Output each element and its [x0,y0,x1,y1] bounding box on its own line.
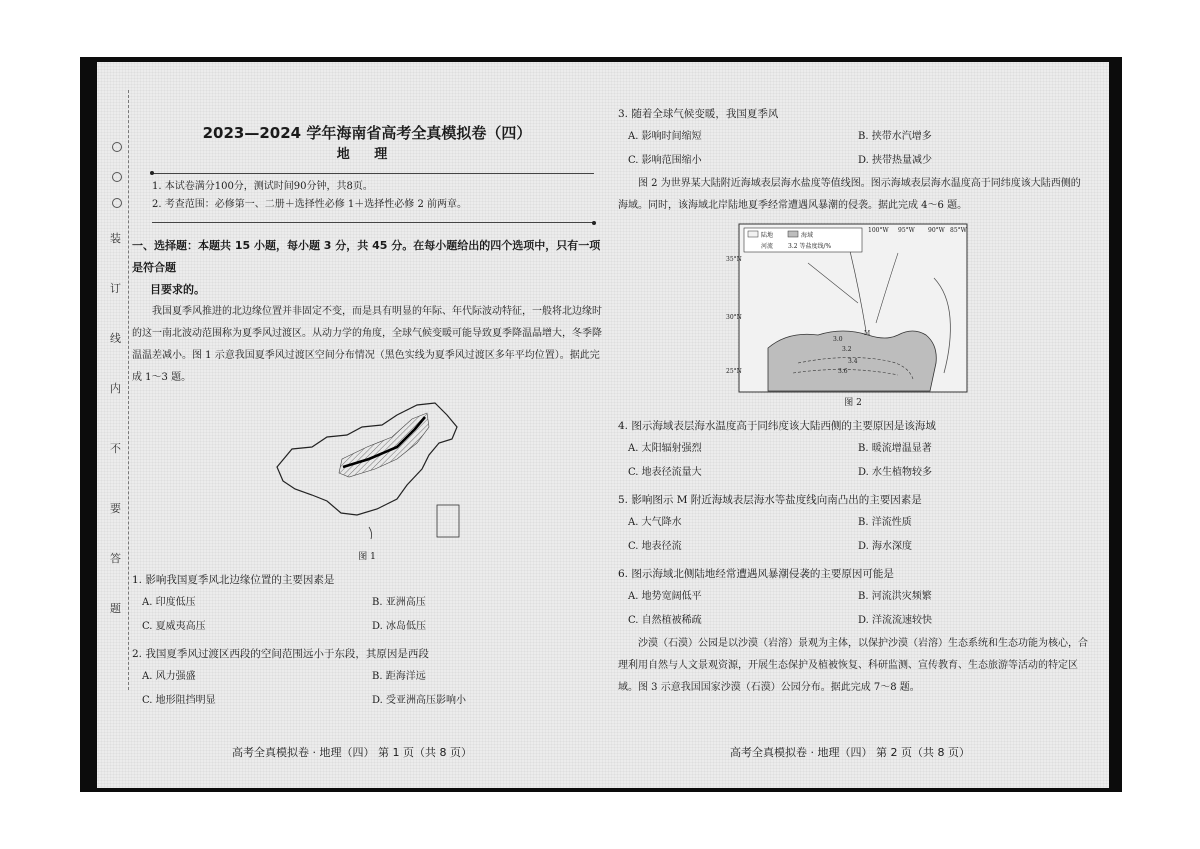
option: A. 影响时间缩短 [628,131,702,142]
question-2: 2. 我国夏季风过渡区西段的空间范围远小于东段，其原因是西段 [132,648,429,660]
question-4: 4. 图示海域表层海水温度高于同纬度该大陆西侧的主要原因是该海域 [618,420,936,432]
binding-hole [112,198,122,208]
lat-label: 25°N [726,368,742,375]
hainan-island [369,527,372,539]
exam-title: 2023—2024 学年海南省高考全真模拟卷（四） [202,124,532,142]
binding-char: 内 [110,382,121,395]
instructions-box [152,173,594,223]
question-6: 6. 图示海域北侧陆地经常遭遇风暴潮侵袭的主要原因可能是 [618,568,894,580]
legend-river: 河流 [761,243,774,250]
legend-land: 陆地 [761,232,774,239]
legend-sea: 海域 [801,232,814,239]
page-1 [132,125,602,713]
binding-char: 装 [110,232,121,245]
question-3: 3. 随着全球气候变暖，我国夏季风 [618,108,779,120]
binding-char: 订 [110,282,121,295]
option: A. 风力强盛 [142,671,196,682]
option: D. 洋流流速较快 [858,615,933,626]
exam-subject: 地 理 [336,147,398,162]
question-1-options [132,591,602,639]
option: D. 挟带热量减少 [858,155,933,166]
option: B. 亚洲高压 [372,597,426,608]
option: D. 受亚洲高压影响小 [372,695,467,706]
question-5-options [618,511,1088,559]
lon-label: 100°W [868,227,889,234]
lon-label: 85°W [950,227,967,234]
option: C. 影响范围缩小 [628,155,702,166]
lat-label: 30°N [726,314,742,321]
instruction-1: 1. 本试卷满分100分，测试时间90分钟，共8页。 [152,181,373,192]
binding-char: 不 [110,442,121,455]
lon-label: 95°W [898,227,915,234]
transition-zone [339,413,429,477]
option: A. 太阳辐射强烈 [628,443,702,454]
question-3-options [618,125,1088,173]
figure-2-gulf-map [726,223,968,393]
option: C. 夏威夷高压 [142,621,206,632]
rule-dot [592,221,596,225]
lat-label: 35°N [726,256,742,263]
option: D. 冰岛低压 [372,621,427,632]
figure-2-caption: 图 2 [844,398,862,408]
option: C. 自然植被稀疏 [628,615,702,626]
option: B. 洋流性质 [858,517,912,528]
option: A. 大气降水 [628,517,682,528]
section-heading [132,235,602,301]
question-2-options [132,665,602,713]
isohaline-label: 3.2 [842,346,852,353]
question-5: 5. 影响图示 M 附近海域表层海水等盐度线向南凸出的主要因素是 [618,494,922,506]
option: B. 河流洪灾频繁 [858,591,932,602]
m-label: M [864,330,871,337]
page-2-footer: 高考全真模拟卷 · 地理（四） 第 2 页（共 8 页） [730,746,970,759]
binding-char: 答 [110,552,121,565]
isohaline-label: 3.6 [838,368,848,375]
rule-dot [150,171,154,175]
intro-paragraph-3: 沙漠（石漠）公园是以沙漠（岩溶）景观为主体，以保护沙漠（岩溶）生态系统和生态功能为核心，合理利用自然与人文景观资源，开展生态保护及植被恢复、科研监测、宣传教育、生态旅游等活动的特定区域。图 3 示意我国国家沙漠（石漠）公园分布。据此完成 7～8 题。 [618,638,1088,693]
intro-paragraph-2: 图 2 为世界某大陆附近海域表层海水盐度等值线图。图示海域表层海水温度高于同纬度该大陆西侧的海域。同时，该海域北岸陆地夏季经常遭遇风暴潮的侵袭。据此完成 4～6 题。 [618,178,1081,211]
instruction-2: 2. 考查范围：必修第一、二册＋选择性必修 1＋选择性必修 2 前两章。 [152,199,467,210]
option: A. 地势宽阔低平 [628,591,702,602]
binding-char: 要 [110,502,121,515]
lon-label: 90°W [928,227,945,234]
question-1: 1. 影响我国夏季风北边缘位置的主要因素是 [132,574,335,586]
figure-1-china-map [257,397,477,547]
question-4-options [618,437,1088,485]
section-heading-line2: 目要求的。 [150,283,205,296]
south-sea-inset [437,505,459,537]
isohaline-label: 3.0 [833,336,843,343]
figure-1-caption: 图 1 [358,552,376,562]
question-6-options [618,585,1088,633]
option: B. 挟带水汽增多 [858,131,932,142]
option: A. 印度低压 [142,597,196,608]
option: C. 地形阻挡明显 [142,695,216,706]
section-heading-line1: 一、选择题：本题共 15 小题，每小题 3 分，共 45 分。在每小题给出的四个选项中，只有一项是符合题 [132,239,601,274]
binding-dash-line [128,90,129,690]
option: C. 地表径流量大 [628,467,702,478]
option: D. 水生植物较多 [858,467,933,478]
option: B. 暖流增温显著 [858,443,932,454]
binding-hole [112,172,122,182]
binding-char: 线 [110,332,121,345]
legend-sea-swatch [788,231,798,237]
isohaline-label: 3.4 [848,358,858,365]
page-1-footer: 高考全真模拟卷 · 地理（四） 第 1 页（共 8 页） [232,746,472,759]
page-2 [618,103,1088,699]
binding-hole [112,142,122,152]
option: B. 距海洋远 [372,671,426,682]
binding-char: 题 [110,602,121,615]
intro-paragraph-1: 我国夏季风推进的北边缘位置并非固定不变，而是具有明显的年际、年代际波动特征，一般将北边缘时的这一南北波动范围称为夏季风过渡区。从动力学的角度，全球气候变暖可能导致夏季降温晶增大，冬季降温温差减小。图 1 示意我国夏季风过渡区空间分布情况（黑色实线为夏季风过渡区多年平均位置）。据此完成 1～3 题。 [132,306,602,383]
binding-margin [108,100,128,660]
legend-land-swatch [748,231,758,237]
option: C. 地表径流 [628,541,682,552]
legend-isohaline: 3.2 等盐度线/% [788,243,832,250]
option: D. 海水深度 [858,541,913,552]
